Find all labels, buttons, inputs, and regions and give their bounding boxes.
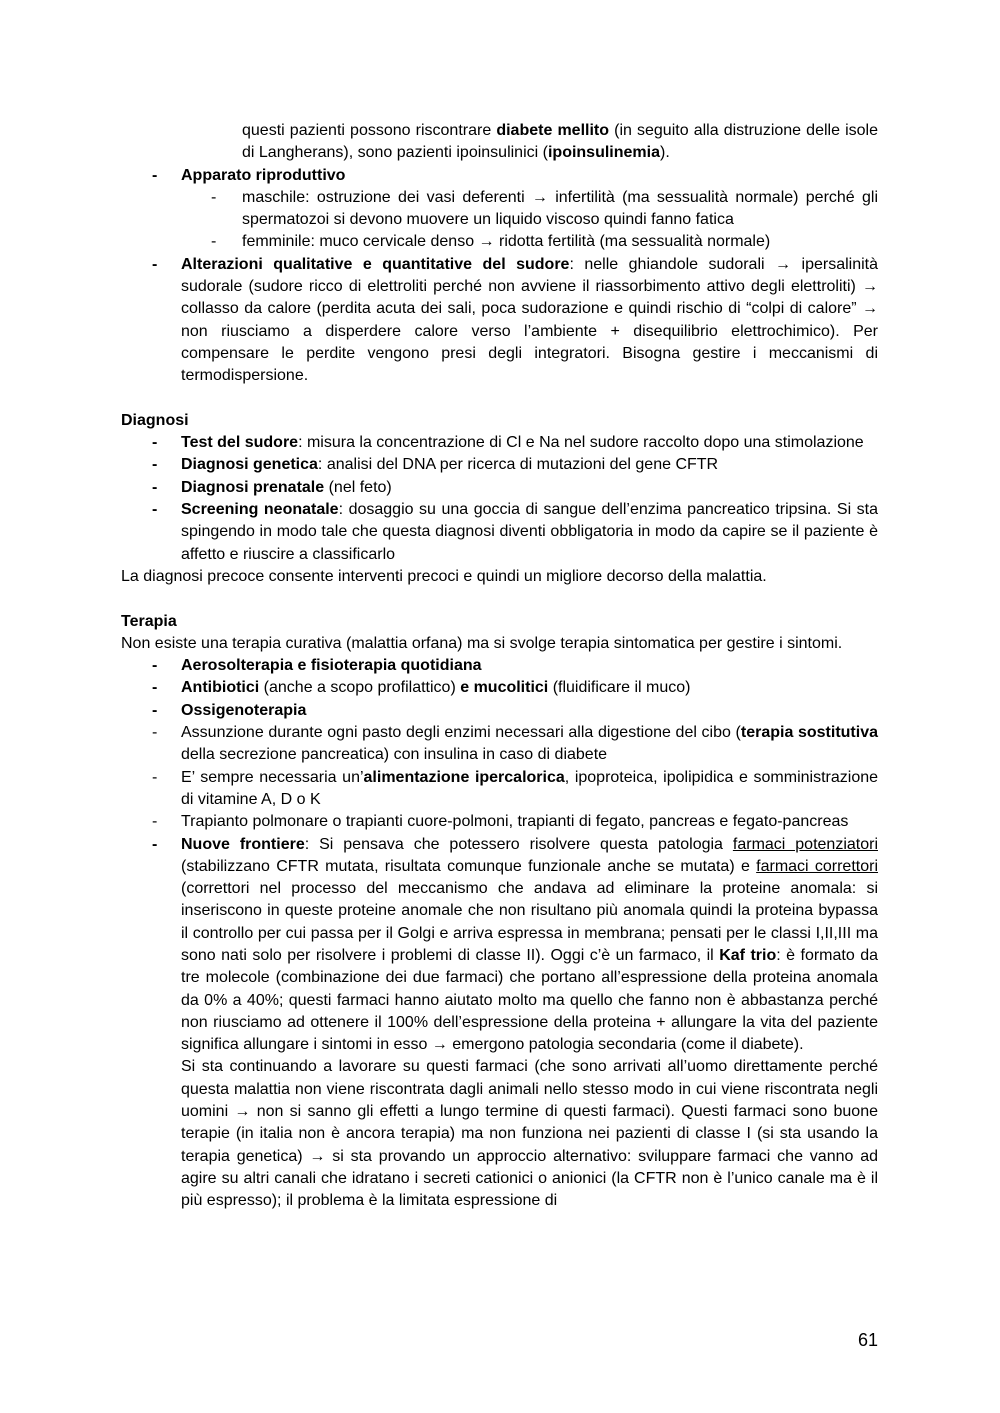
bullet: -	[152, 434, 158, 452]
item-text: Alterazioni qualitative e quantitative del sudore: nelle ghiandole sudorali → ipersalinità sudorale (sudore ricco di elettroliti perché non avviene il riassorbimento attivo degli elettroliti) → collasso da calore (perdita acuta dei sali, poca sudorazione e quindi rischio di “colpi di calore” → non riusciamo a disperdere calore verso l’ambiente + disequilibrio elettrochimico). Per compensare le perdite vengono presi degli integratori. Bisogna gestire i meccanismi di termodispersione.	[181, 255, 878, 385]
list-item-riproduttivo	[121, 165, 878, 187]
sub-item-femminile	[121, 231, 878, 253]
bullet: -	[152, 813, 158, 831]
bullet: -	[152, 501, 158, 519]
item-text: Antibiotici (anche a scopo profilattico) e mucolitici (fluidificare il muco)	[181, 679, 691, 697]
bullet: -	[152, 835, 158, 853]
list-item-diagnosi-prenatale	[121, 477, 878, 499]
paragraph-terapia-intro: Non esiste una terapia curativa (malattia orfana) ma si svolge terapia sintomatica per gestire i sintomi.	[121, 634, 843, 652]
item-text: maschile: ostruzione dei vasi deferenti → infertilità (ma sessualità normale) perché gli spermatozoi si devono muovere un liquido viscoso quindi fanno fatica	[242, 188, 878, 229]
list-item-aerosol	[121, 655, 878, 677]
list-item-screening	[121, 499, 878, 566]
bullet: -	[211, 188, 217, 206]
bullet: -	[152, 724, 158, 742]
item-text: Diagnosi genetica: analisi del DNA per ricerca di mutazioni del gene CFTR	[181, 456, 719, 474]
bullet: -	[152, 478, 158, 496]
list-item-nuove-frontiere	[121, 834, 878, 1213]
bullet: -	[152, 255, 158, 273]
bullet: -	[152, 701, 158, 719]
list-item-diagnosi-genetica	[121, 454, 878, 476]
item-text-continued: Si sta continuando a lavorare su questi farmaci (che sono arrivati all’uomo direttamente perché questa malattia non viene riscontrata dagli animali nello stesso modo in cui viene riscontrata negli uomini → non si sanno gli effetti a lungo termine di questi farmaci). Questi farmaci sono buone terapie (in italia non è ancora terapia) ma non funziona nei pazienti di classe I (si sta usando la terapia genetica) → si sta provando un approccio alternativo: sviluppare farmaci che vanno ad agire su altri canali che idratano i secreti cationici o anionici (la CFTR non è l’unico canale ma è il più espresso); il problema è la limitata espressione di	[181, 1058, 878, 1210]
item-text: Test del sudore: misura la concentrazione di Cl e Na nel sudore raccolto dopo una stimolazione	[181, 434, 864, 452]
list-item-ossigenoterapia	[121, 700, 878, 722]
item-text: Diagnosi prenatale (nel feto)	[181, 478, 392, 496]
page-number: 61	[857, 1330, 878, 1350]
item-title: Ossigenoterapia	[181, 701, 307, 719]
list-item-alimentazione	[121, 767, 878, 812]
list-item-antibiotici	[121, 677, 878, 699]
item-text: Trapianto polmonare o trapianti cuore-polmoni, trapianti di fegato, pancreas e fegato-pancreas	[181, 813, 849, 831]
sub-item-maschile	[121, 187, 878, 232]
list-item-test-sudore	[121, 432, 878, 454]
bullet: -	[211, 233, 217, 251]
item-text: Nuove frontiere: Si pensava che potessero risolvere questa patologia farmaci potenziatori (stabilizzano CFTR mutata, risultata comunque funzionale anche se mutata) e farmaci correttori (correttori nel processo del meccanismo che andava ad eliminare la proteine anomala: si inseriscono in queste proteine anomale che non risultano più anomala quindi la proteina bypassa il controllo per cui passa per il Golgi e arriva espressa in membrana; pensati per le classi I,II,III ma sono nati solo per risolvere i problemi di classe II). Oggi c’è un farmaco, il Kaf trio: è formato da tre molecole (combinazione dei due farmaci) che portano all’espressione della proteina anomala da 0% a 40%; questi farmaci hanno aiutato molto ma quello che fanno non è abbastanza perché non riusciamo ad ottenere il 100% dell’espressione della proteina + allungare la vita del paziente significa allungare i sintomi in esso → emergono patologia secondaria (come il diabete).	[181, 835, 879, 1054]
item-text: Assunzione durante ogni pasto degli enzimi necessari alla digestione del cibo (terapia sostitutiva della secrezione pancreatica) con insulina in caso di diabete	[181, 724, 879, 764]
bullet: -	[152, 657, 158, 675]
bullet: -	[152, 768, 158, 786]
bullet: -	[152, 166, 158, 184]
item-text: Screening neonatale: dosaggio su una goccia di sangue dell’enzima pancreatico tripsina. Si sta spingendo in modo tale che questa diagnosi diventi obbligatoria in modo da capire se il paziente è affetto e riuscire a classificarlo	[181, 501, 878, 563]
item-text: E’ sempre necessaria un’alimentazione ipercalorica, ipoproteica, ipolipidica e somministrazione di vitamine A, D o K	[181, 768, 879, 808]
bullet: -	[152, 679, 158, 697]
section-heading-terapia: Terapia	[121, 612, 177, 630]
document-page	[121, 120, 878, 1213]
bullet: -	[152, 456, 158, 474]
paragraph-diabete: questi pazienti possono riscontrare diabete mellito (in seguito alla distruzione delle isole di Langherans), sono pazienti ipoinsulinici (ipoinsulinemia).	[242, 122, 878, 162]
item-title: Apparato riproduttivo	[181, 166, 346, 184]
item-title: Aerosolterapia e fisioterapia quotidiana	[181, 657, 482, 675]
section-heading-diagnosi: Diagnosi	[121, 411, 189, 429]
list-item-enzimi	[121, 722, 878, 767]
item-text: femminile: muco cervicale denso → ridotta fertilità (ma sessualità normale)	[242, 233, 771, 251]
list-item-trapianto	[121, 811, 878, 833]
list-item-sudore	[121, 254, 878, 388]
paragraph-diagnosi-conclusion: La diagnosi precoce consente interventi precoci e quindi un migliore decorso della malattia.	[121, 567, 767, 585]
